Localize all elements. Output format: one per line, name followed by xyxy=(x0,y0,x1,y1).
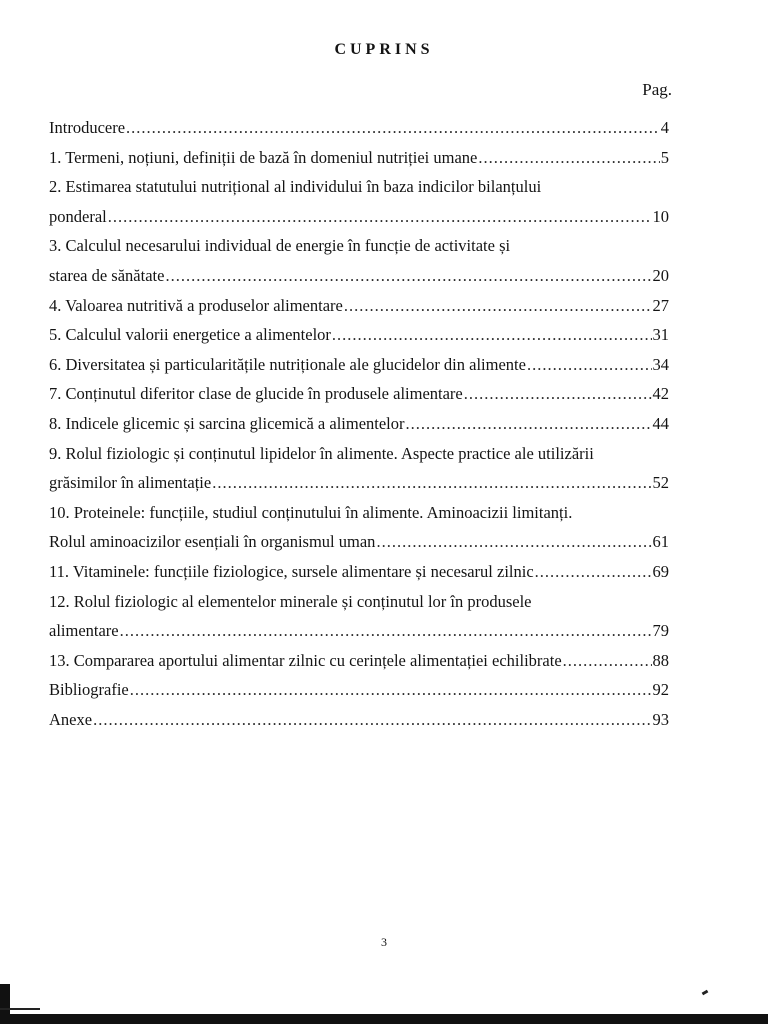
toc-entry-text: 5. Calculul valorii energetice a alimentelor xyxy=(49,325,331,345)
toc-entry-page: 42 xyxy=(652,384,669,404)
toc-entry-text: 10. Proteinele: funcțiile, studiul conținutului în alimente. Aminoacizii limitanți. xyxy=(49,502,573,522)
toc-entry-page: 34 xyxy=(652,354,669,374)
page-title: CUPRINS xyxy=(334,41,434,58)
toc-entry xyxy=(49,207,669,237)
toc-entry-page: 44 xyxy=(652,413,669,433)
toc-entry-page: 61 xyxy=(652,532,669,552)
toc-entry-page: 4 xyxy=(660,118,669,137)
toc-entry-text: Rolul aminoacizilor esențiali în organismul uman xyxy=(49,532,376,552)
toc-entry-text: alimentare xyxy=(49,621,119,641)
toc-leader-dots xyxy=(527,355,652,375)
toc-entry-text: 12. Rolul fiziologic al elementelor minerale și conținutul lor în produsele xyxy=(49,591,532,611)
toc-entry-text: starea de sănătate xyxy=(49,265,165,285)
toc-leader-dots xyxy=(126,118,660,138)
toc-entry xyxy=(49,148,669,178)
scan-bottom-edge xyxy=(0,1014,768,1024)
toc-entry-text: Bibliografie xyxy=(49,680,129,700)
toc-entry-page: 69 xyxy=(652,561,669,581)
toc-entry-text: 2. Estimarea statutului nutrițional al individului în baza indicilor bilanțului xyxy=(49,177,542,197)
toc-entry-text: 9. Rolul fiziologic și conținutul lipidelor în alimente. Aspecte practice ale utilizării xyxy=(49,443,594,463)
toc-entry-text: 7. Conținutul diferitor clase de glucide în produsele alimentare xyxy=(49,384,463,404)
toc-entry-text: 6. Diversitatea și particularitățile nutriționale ale glucidelor din alimente xyxy=(49,354,526,374)
toc-entry-text: 4. Valoarea nutritivă a produselor alimentare xyxy=(49,295,343,315)
toc-entry xyxy=(49,236,669,266)
toc-entry xyxy=(49,710,669,740)
toc-entry xyxy=(49,177,669,207)
toc-entry xyxy=(49,592,669,622)
toc-entry xyxy=(49,118,669,148)
toc-entry xyxy=(49,384,669,414)
toc-leader-dots xyxy=(376,532,651,552)
toc-entry-text: 3. Calculul necesarului individual de energie în funcție de activitate și xyxy=(49,236,511,256)
toc-entry xyxy=(49,355,669,385)
toc-entry-page: 5 xyxy=(660,147,669,167)
toc-entry-text: ponderal xyxy=(49,206,107,226)
page-number: 3 xyxy=(381,935,387,949)
toc-entry-text: 8. Indicele glicemic și sarcina glicemică a alimentelor xyxy=(49,413,405,433)
toc-entry-page: 10 xyxy=(652,206,669,226)
toc-leader-dots xyxy=(212,473,651,493)
toc-entry-page: 88 xyxy=(652,650,669,670)
toc-entry-text: grăsimilor în alimentație xyxy=(49,473,212,493)
scan-border xyxy=(0,1002,768,1024)
toc-entry xyxy=(49,651,669,681)
toc-entry xyxy=(49,680,669,710)
toc-entry xyxy=(49,266,669,296)
toc-leader-dots xyxy=(130,680,652,700)
toc-leader-dots xyxy=(478,148,659,168)
toc-leader-dots xyxy=(344,296,652,316)
toc-entry xyxy=(49,473,669,503)
toc-entry xyxy=(49,444,669,474)
toc-entry xyxy=(49,325,669,355)
toc-entry-text: Anexe xyxy=(49,709,93,729)
toc-leader-dots xyxy=(406,414,652,434)
toc-entry xyxy=(49,532,669,562)
toc-leader-dots xyxy=(563,651,652,671)
toc-entry-text: 1. Termeni, noțiuni, definiții de bază în domeniul nutriției umane xyxy=(49,147,478,167)
toc-entry-page: 20 xyxy=(652,265,669,285)
toc-leader-dots xyxy=(464,384,652,404)
toc-entry-page: 79 xyxy=(652,621,669,641)
toc-leader-dots xyxy=(93,710,651,730)
toc-entry-page: 92 xyxy=(652,680,669,700)
toc-entry xyxy=(49,621,669,651)
scan-corner-mark xyxy=(0,1008,40,1010)
toc-entry-text: 11. Vitaminele: funcțiile fiziologice, sursele alimentare și necesarul zilnic xyxy=(49,561,534,581)
toc-leader-dots xyxy=(108,207,652,227)
toc-leader-dots xyxy=(535,562,652,582)
scan-left-edge xyxy=(0,984,10,1024)
toc-leader-dots xyxy=(120,621,652,641)
toc-entry-page: 27 xyxy=(652,295,669,315)
toc-entry-text: Introducere xyxy=(49,118,126,137)
toc-entry-page: 93 xyxy=(652,709,669,729)
toc-leader-dots xyxy=(165,266,651,286)
toc-entry-page: 31 xyxy=(652,325,669,345)
toc-entry-text: 13. Compararea aportului alimentar zilnic cu cerințele alimentației echilibrate xyxy=(49,650,562,670)
page-column-label: Pag. xyxy=(642,80,672,99)
toc-entry xyxy=(49,414,669,444)
toc-entry xyxy=(49,562,669,592)
toc-entry-page: 52 xyxy=(652,473,669,493)
toc-entry xyxy=(49,296,669,326)
toc-leader-dots xyxy=(332,325,652,345)
toc-entry xyxy=(49,503,669,533)
table-of-contents xyxy=(49,118,669,739)
scan-speck xyxy=(702,990,709,996)
